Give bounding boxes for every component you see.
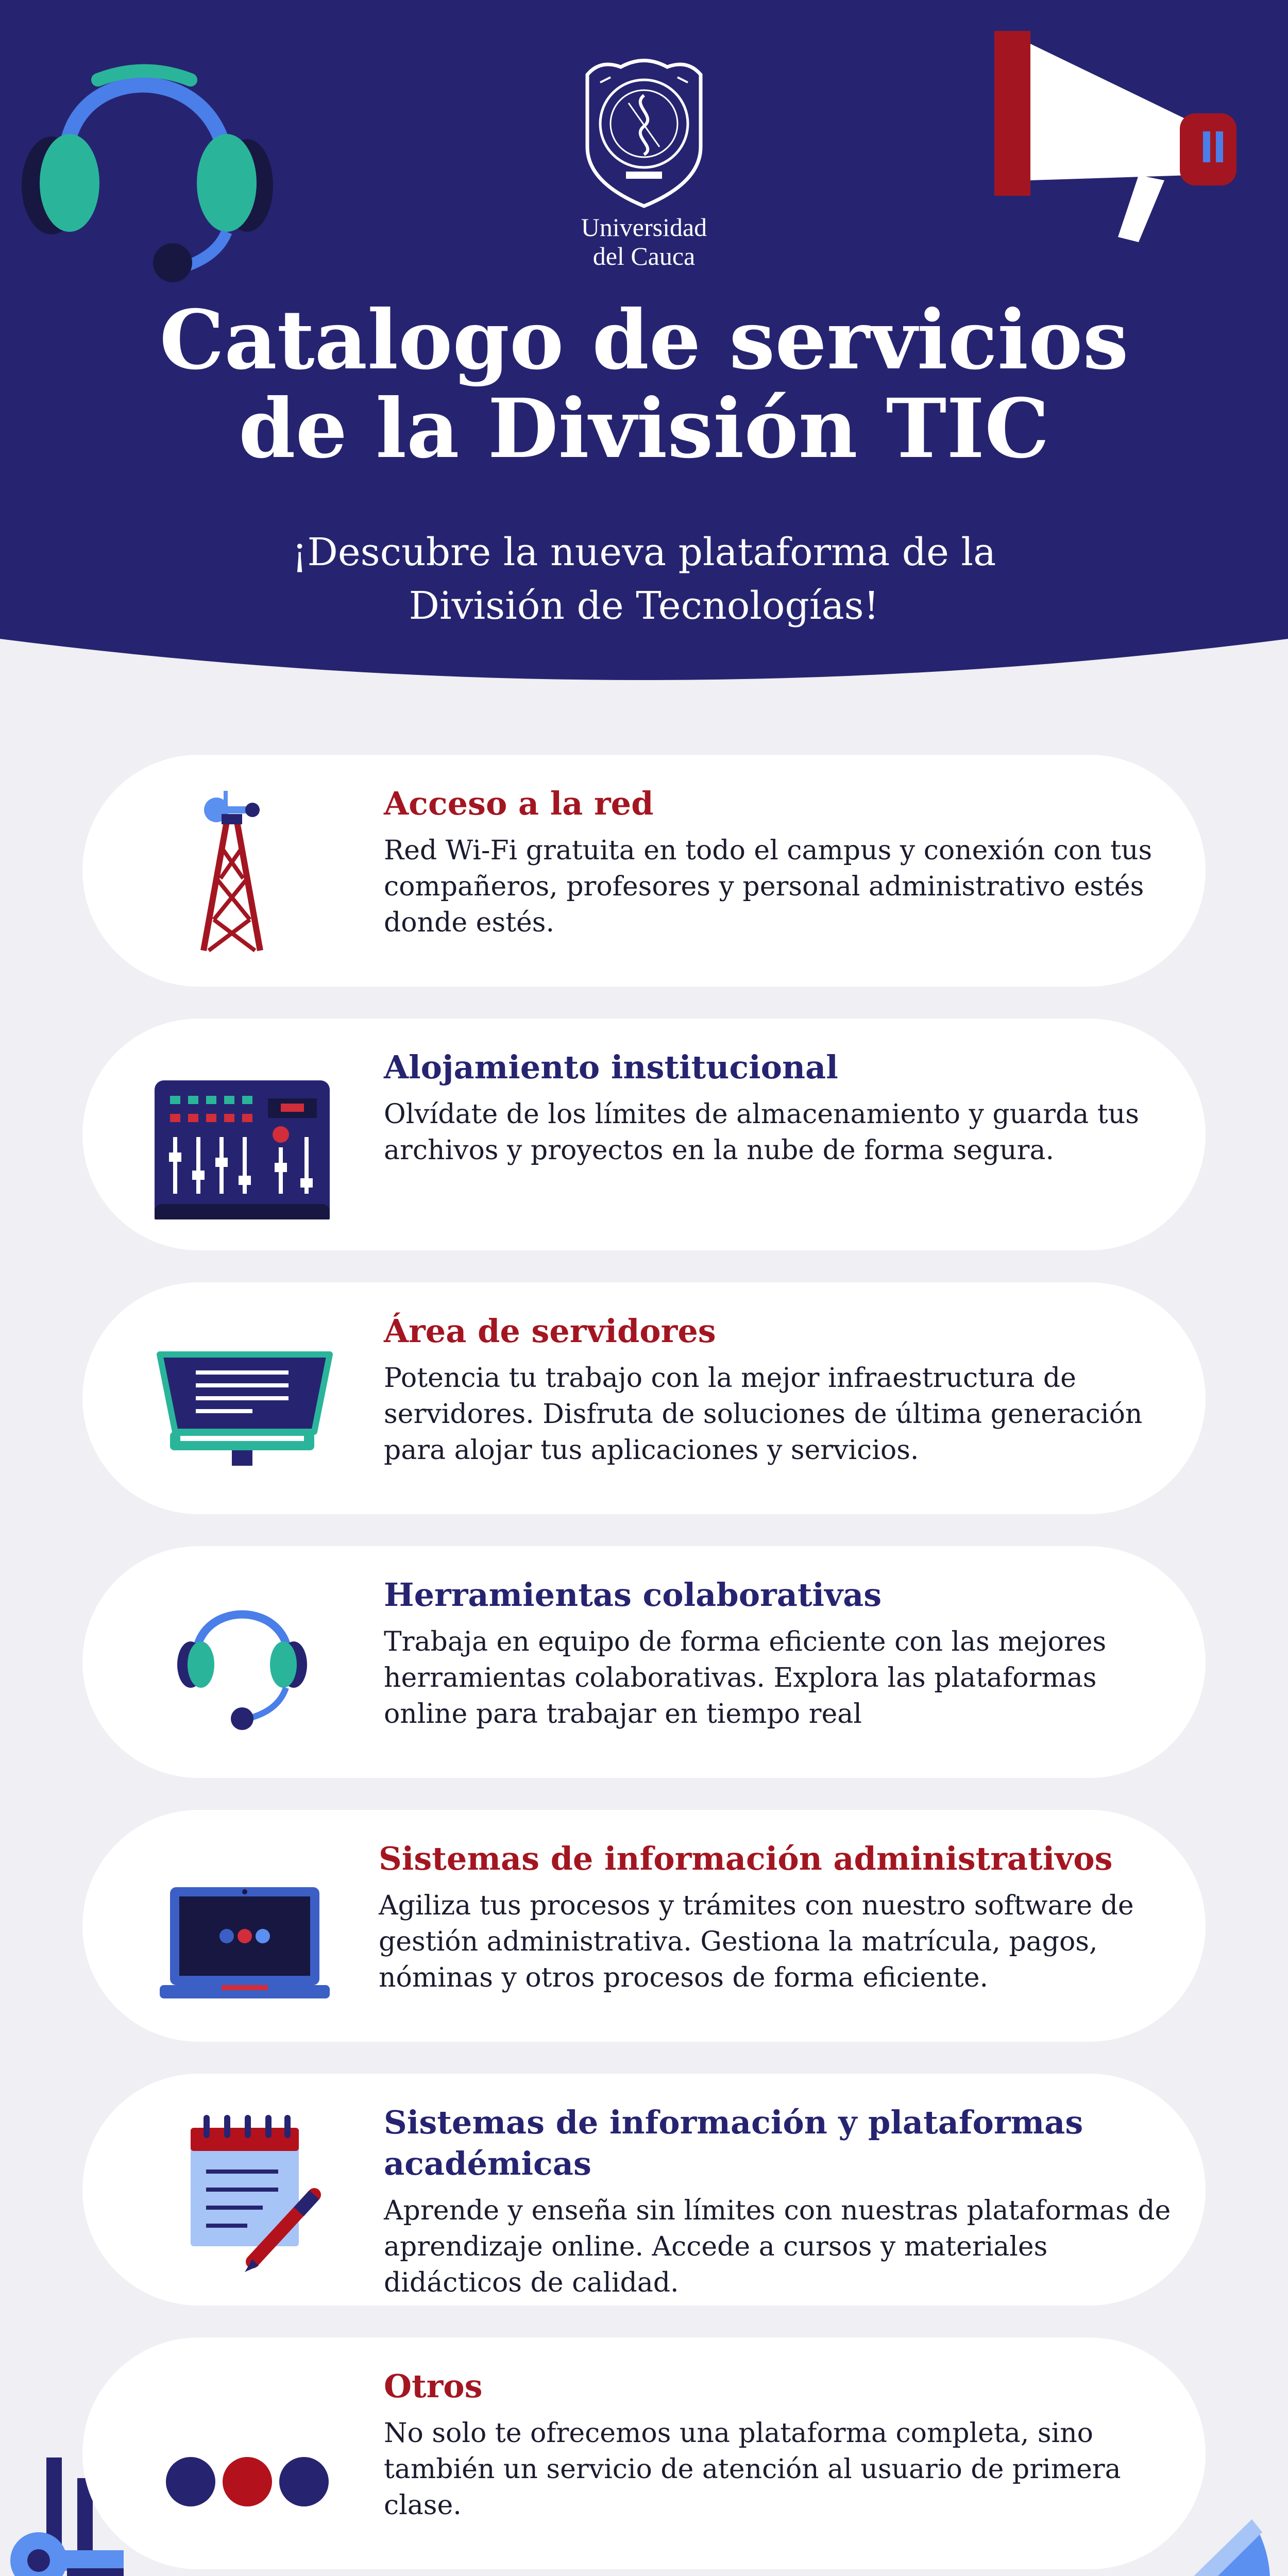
service-title: Acceso a la red [384,785,654,822]
laptop-icon [149,1841,335,2011]
server-panel-icon [149,1049,335,1219]
service-title: Herramientas colaborativas [384,1576,882,1614]
service-description: Olvídate de los límites de almacenamiento y guarda tus archivos y proyectos en la nube de forma segura. [384,1099,1139,1166]
service-title: Sistemas de información y plataformas académicas [384,2104,1083,2182]
subtitle-line-2: División de Tecnologías! [409,584,879,628]
service-card-servers [82,1282,1206,1514]
page-subtitle [0,526,1288,633]
title-line-2: de la División TIC [239,381,1049,477]
service-description: Agiliza tus procesos y trámites con nuestro software de gestión administrativa. Gestiona la matrícula, pagos, nóminas y otros procesos de forma eficiente. [379,1890,1134,1993]
dots-icon [149,2368,335,2538]
service-title: Alojamiento institucional [384,1048,838,1086]
monitor-icon [149,1313,335,1483]
university-logo [567,54,721,270]
service-description: Red Wi-Fi gratuita en todo el campus y conexión con tus compañeros, profesores y personal administrativo estés donde estés. [384,835,1153,938]
university-name: Universidad del Cauca [581,213,707,270]
subtitle-line-1: ¡Descubre la nueva plataforma de la [292,530,996,574]
service-description: Potencia tu trabajo con la mejor infraestructura de servidores. Disfruta de soluciones de última generación para alojar tus aplicaciones y servicios. [384,1363,1143,1466]
service-title: Otros [384,2367,483,2405]
service-card-admin-systems [82,1810,1206,2042]
headset-icon [10,31,278,289]
notepad-pen-icon [149,2105,335,2275]
service-title: Sistemas de información administrativos [379,1840,1113,1877]
service-description: Aprende y enseña sin límites con nuestras plataformas de aprendizaje online. Accede a cursos y materiales didácticos de calidad. [384,2195,1171,2298]
service-card-hosting [82,1019,1206,1250]
antenna-tower-icon [149,786,335,956]
service-description: No solo te ofrecemos una plataforma completa, sino también un servicio de atención al usuario de primera clase. [384,2418,1121,2521]
service-title: Área de servidores [384,1312,716,1350]
service-card-network-access [82,755,1206,987]
satellite-dish-icon [1010,2468,1288,2576]
page-title [0,293,1288,477]
university-seal-icon [569,54,719,209]
headset-icon [149,1577,335,1747]
title-line-1: Catalogo de servicios [159,293,1129,388]
service-card-academic-platforms [82,2074,1206,2306]
service-card-collaboration [82,1546,1206,1778]
megaphone-icon [969,21,1257,263]
service-description: Trabaja en equipo de forma eficiente con las mejores herramientas colaborativas. Explora las plataformas online para trabajar en tiempo real [384,1626,1107,1730]
